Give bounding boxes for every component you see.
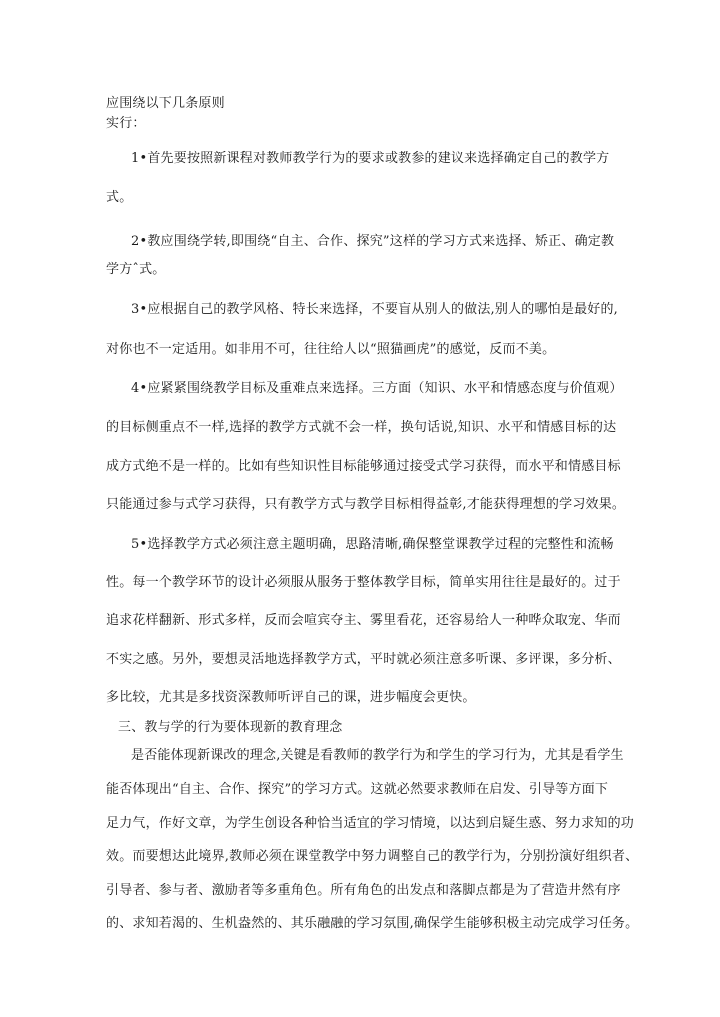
text-line: 应围绕以下几条原则	[106, 96, 225, 111]
paragraph-6-line: 效。而要想达此境界,教师必须在课堂教学中努力调整自己的教学行为，分别扮演好组织者、	[106, 849, 639, 864]
paragraph-6-line: 能否体现出“自主、合作、探究”的学习方式。这就必然要求教师在启发、引导等方面下	[106, 782, 609, 797]
paragraph-6-line: 的、求知若渴的、生机盎然的、其乐融融的学习氛围,确保学生能够积极主动完成学习任务。	[106, 916, 639, 931]
paragraph-5-line: 性。每一个教学环节的设计必须服从服务于整体教学目标，简单实用往往是最好的。过于	[106, 575, 621, 590]
paragraph-4-line: 的目标侧重点不一样,选择的教学方式就不会一样，换句话说,知识、水平和情感目标的达	[106, 420, 617, 435]
paragraph-5-line: 追求花样翻新、形式多样，反而会喧宾夺主、雾里看花，还容易给人一种哗众取宠、华而	[106, 613, 621, 628]
paragraph-1-line: 1•首先要按照新课程对教师教学行为的要求或教参的建议来选择确定自己的教学方	[131, 151, 610, 166]
paragraph-4-line: 成方式绝不是一样的。比如有些知识性目标能够通过接受式学习获得，而水平和情感目标	[106, 459, 621, 474]
paragraph-5-line: 多比较，尤其是多找资深教师听评自己的课，进步幅度会更快。	[106, 690, 476, 705]
text-line: 实行：	[106, 116, 146, 131]
paragraph-2-line: 2•教应围绕学转,即围绕“自主、合作、探究”这样的学习方式来选择、矫正、确定教	[131, 234, 615, 249]
paragraph-6-line: 是否能体现新课改的理念,关键是看教师的教学行为和学生的学习行为，尤其是看学生	[131, 748, 624, 763]
paragraph-6-line: 足力气，作好文章，为学生创设各种恰当适宜的学习情境，以达到启疑生惑、努力求知的功	[106, 816, 635, 831]
paragraph-5-line: 不实之感。另外，要想灵活地选择教学方式，平时就必须注意多听课、多评课，多分析、	[106, 652, 621, 667]
paragraph-6-line: 引导者、参与者、激励者等多重角色。所有角色的出发点和落脚点都是为了营造井然有序	[106, 883, 621, 898]
paragraph-4-line: 4•应紧紧围绕教学目标及重难点来选择。三方面（知识、水平和情感态度与价值观）	[131, 381, 623, 396]
paragraph-3-line: 对你也不一定适用。如非用不可，往往给人以“照猫画虎”的感觉，反而不美。	[106, 342, 556, 357]
paragraph-2-line: 学方ˆ式。	[106, 262, 166, 277]
section-heading: 三、教与学的行为要体现新的教育理念	[118, 720, 343, 735]
paragraph-4-line: 只能通过参与式学习获得，只有教学方式与教学目标相得益彰,才能获得理想的学习效果。	[106, 497, 626, 512]
paragraph-5-line: 5•选择教学方式必须注意主题明确，思路清晰,确保整堂课教学过程的完整性和流畅	[131, 537, 614, 552]
paragraph-1-line: 式。	[106, 190, 133, 205]
paragraph-3-line: 3•应根据自己的教学风格、特长来选择，不要盲从别人的做法,别人的哪怕是最好的,	[131, 302, 619, 317]
